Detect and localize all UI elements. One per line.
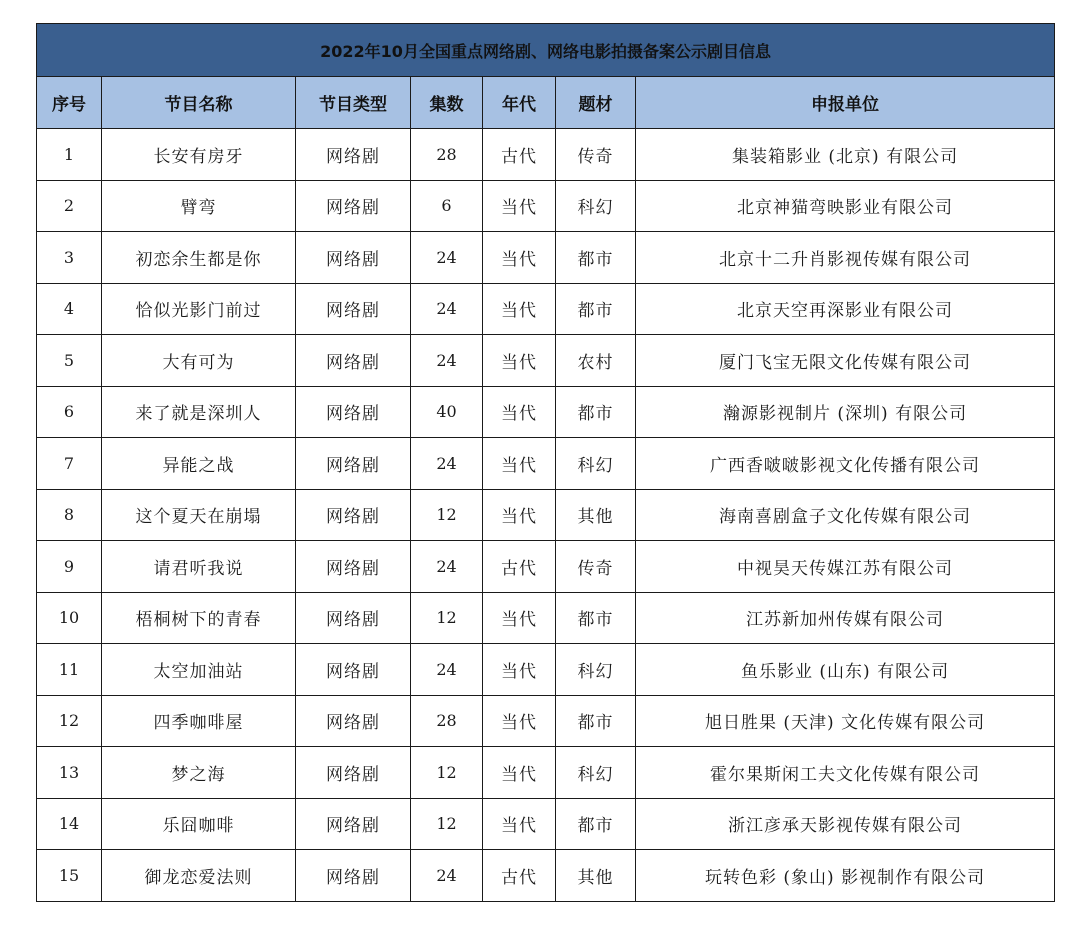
cell-genre: 都市 — [556, 592, 636, 644]
cell-episodes: 24 — [411, 850, 483, 902]
cell-row-index: 1 — [37, 129, 102, 181]
cell-program-name: 梦之海 — [102, 747, 296, 799]
cell-genre: 传奇 — [556, 541, 636, 593]
cell-era: 当代 — [483, 592, 556, 644]
cell-genre: 都市 — [556, 695, 636, 747]
cell-episodes: 24 — [411, 541, 483, 593]
cell-episodes: 12 — [411, 747, 483, 799]
cell-row-index: 15 — [37, 850, 102, 902]
cell-era: 当代 — [483, 438, 556, 490]
cell-applicant: 海南喜剧盒子文化传媒有限公司 — [636, 489, 1055, 541]
cell-genre: 科幻 — [556, 644, 636, 696]
cell-program-name: 太空加油站 — [102, 644, 296, 696]
cell-program-type: 网络剧 — [296, 850, 411, 902]
table-row — [37, 283, 1055, 335]
cell-program-name: 大有可为 — [102, 335, 296, 387]
table-row — [37, 232, 1055, 284]
cell-program-type: 网络剧 — [296, 438, 411, 490]
col-header-applicant: 申报单位 — [636, 77, 1055, 129]
col-header-program-name: 节目名称 — [102, 77, 296, 129]
cell-era: 当代 — [483, 644, 556, 696]
cell-applicant: 霍尔果斯闲工夫文化传媒有限公司 — [636, 747, 1055, 799]
cell-era: 古代 — [483, 850, 556, 902]
cell-program-name: 初恋余生都是你 — [102, 232, 296, 284]
cell-program-type: 网络剧 — [296, 592, 411, 644]
cell-applicant: 旭日胜果 (天津) 文化传媒有限公司 — [636, 695, 1055, 747]
cell-genre: 科幻 — [556, 747, 636, 799]
cell-episodes: 24 — [411, 438, 483, 490]
cell-era: 当代 — [483, 335, 556, 387]
table-row — [37, 129, 1055, 181]
cell-applicant: 广西香啵啵影视文化传播有限公司 — [636, 438, 1055, 490]
cell-applicant: 北京神猫弯映影业有限公司 — [636, 180, 1055, 232]
col-header-genre: 题材 — [556, 77, 636, 129]
table-row — [37, 592, 1055, 644]
cell-episodes: 12 — [411, 489, 483, 541]
col-header-program-type: 节目类型 — [296, 77, 411, 129]
cell-program-type: 网络剧 — [296, 644, 411, 696]
cell-era: 当代 — [483, 798, 556, 850]
table-row — [37, 747, 1055, 799]
table-row — [37, 850, 1055, 902]
cell-program-type: 网络剧 — [296, 541, 411, 593]
cell-episodes: 28 — [411, 695, 483, 747]
cell-era: 古代 — [483, 541, 556, 593]
table-row — [37, 180, 1055, 232]
title-row — [37, 24, 1055, 77]
cell-row-index: 2 — [37, 180, 102, 232]
cell-program-name: 梧桐树下的青春 — [102, 592, 296, 644]
cell-row-index: 13 — [37, 747, 102, 799]
table-row — [37, 541, 1055, 593]
cell-era: 当代 — [483, 695, 556, 747]
cell-program-name: 异能之战 — [102, 438, 296, 490]
table-row — [37, 438, 1055, 490]
cell-episodes: 28 — [411, 129, 483, 181]
cell-episodes: 40 — [411, 386, 483, 438]
cell-genre: 其他 — [556, 850, 636, 902]
cell-program-type: 网络剧 — [296, 695, 411, 747]
cell-program-type: 网络剧 — [296, 129, 411, 181]
cell-row-index: 12 — [37, 695, 102, 747]
table-row — [37, 335, 1055, 387]
cell-episodes: 24 — [411, 644, 483, 696]
cell-program-type: 网络剧 — [296, 335, 411, 387]
header-row — [37, 77, 1055, 129]
table-body — [37, 129, 1055, 902]
cell-applicant: 厦门飞宝无限文化传媒有限公司 — [636, 335, 1055, 387]
cell-genre: 都市 — [556, 798, 636, 850]
cell-era: 古代 — [483, 129, 556, 181]
cell-applicant: 瀚源影视制片 (深圳) 有限公司 — [636, 386, 1055, 438]
cell-genre: 都市 — [556, 232, 636, 284]
cell-era: 当代 — [483, 232, 556, 284]
cell-program-type: 网络剧 — [296, 798, 411, 850]
cell-row-index: 10 — [37, 592, 102, 644]
cell-row-index: 8 — [37, 489, 102, 541]
table-row — [37, 695, 1055, 747]
table-row — [37, 644, 1055, 696]
cell-program-type: 网络剧 — [296, 489, 411, 541]
cell-row-index: 3 — [37, 232, 102, 284]
cell-genre: 都市 — [556, 283, 636, 335]
table-row — [37, 386, 1055, 438]
cell-program-type: 网络剧 — [296, 747, 411, 799]
cell-era: 当代 — [483, 180, 556, 232]
cell-genre: 传奇 — [556, 129, 636, 181]
col-header-era: 年代 — [483, 77, 556, 129]
cell-episodes: 12 — [411, 592, 483, 644]
cell-era: 当代 — [483, 386, 556, 438]
cell-program-name: 御龙恋爱法则 — [102, 850, 296, 902]
col-header-episodes: 集数 — [411, 77, 483, 129]
cell-program-type: 网络剧 — [296, 283, 411, 335]
cell-episodes: 6 — [411, 180, 483, 232]
cell-program-type: 网络剧 — [296, 232, 411, 284]
cell-applicant: 浙江彦承天影视传媒有限公司 — [636, 798, 1055, 850]
cell-row-index: 11 — [37, 644, 102, 696]
cell-row-index: 6 — [37, 386, 102, 438]
cell-era: 当代 — [483, 489, 556, 541]
cell-program-name: 恰似光影门前过 — [102, 283, 296, 335]
cell-row-index: 7 — [37, 438, 102, 490]
cell-row-index: 5 — [37, 335, 102, 387]
cell-episodes: 24 — [411, 335, 483, 387]
cell-program-name: 请君听我说 — [102, 541, 296, 593]
cell-applicant: 中视昊天传媒江苏有限公司 — [636, 541, 1055, 593]
cell-program-type: 网络剧 — [296, 386, 411, 438]
filing-table — [36, 23, 1055, 902]
cell-applicant: 鱼乐影业 (山东) 有限公司 — [636, 644, 1055, 696]
cell-applicant: 江苏新加州传媒有限公司 — [636, 592, 1055, 644]
cell-program-name: 这个夏天在崩塌 — [102, 489, 296, 541]
cell-applicant: 玩转色彩 (象山) 影视制作有限公司 — [636, 850, 1055, 902]
cell-program-name: 长安有房牙 — [102, 129, 296, 181]
cell-program-name: 臂弯 — [102, 180, 296, 232]
cell-row-index: 14 — [37, 798, 102, 850]
cell-applicant: 北京天空再深影业有限公司 — [636, 283, 1055, 335]
cell-era: 当代 — [483, 747, 556, 799]
cell-applicant: 集装箱影业 (北京) 有限公司 — [636, 129, 1055, 181]
cell-era: 当代 — [483, 283, 556, 335]
cell-genre: 科幻 — [556, 180, 636, 232]
col-header-index: 序号 — [37, 77, 102, 129]
cell-row-index: 9 — [37, 541, 102, 593]
cell-applicant: 北京十二升肖影视传媒有限公司 — [636, 232, 1055, 284]
cell-genre: 都市 — [556, 386, 636, 438]
cell-program-type: 网络剧 — [296, 180, 411, 232]
cell-row-index: 4 — [37, 283, 102, 335]
cell-episodes: 24 — [411, 232, 483, 284]
cell-program-name: 四季咖啡屋 — [102, 695, 296, 747]
table-title: 2022年10月全国重点网络剧、网络电影拍摄备案公示剧目信息 — [37, 24, 1055, 77]
cell-genre: 科幻 — [556, 438, 636, 490]
table-row — [37, 489, 1055, 541]
table-row — [37, 798, 1055, 850]
cell-program-name: 乐囧咖啡 — [102, 798, 296, 850]
cell-program-name: 来了就是深圳人 — [102, 386, 296, 438]
cell-genre: 其他 — [556, 489, 636, 541]
cell-episodes: 24 — [411, 283, 483, 335]
cell-genre: 农村 — [556, 335, 636, 387]
cell-episodes: 12 — [411, 798, 483, 850]
